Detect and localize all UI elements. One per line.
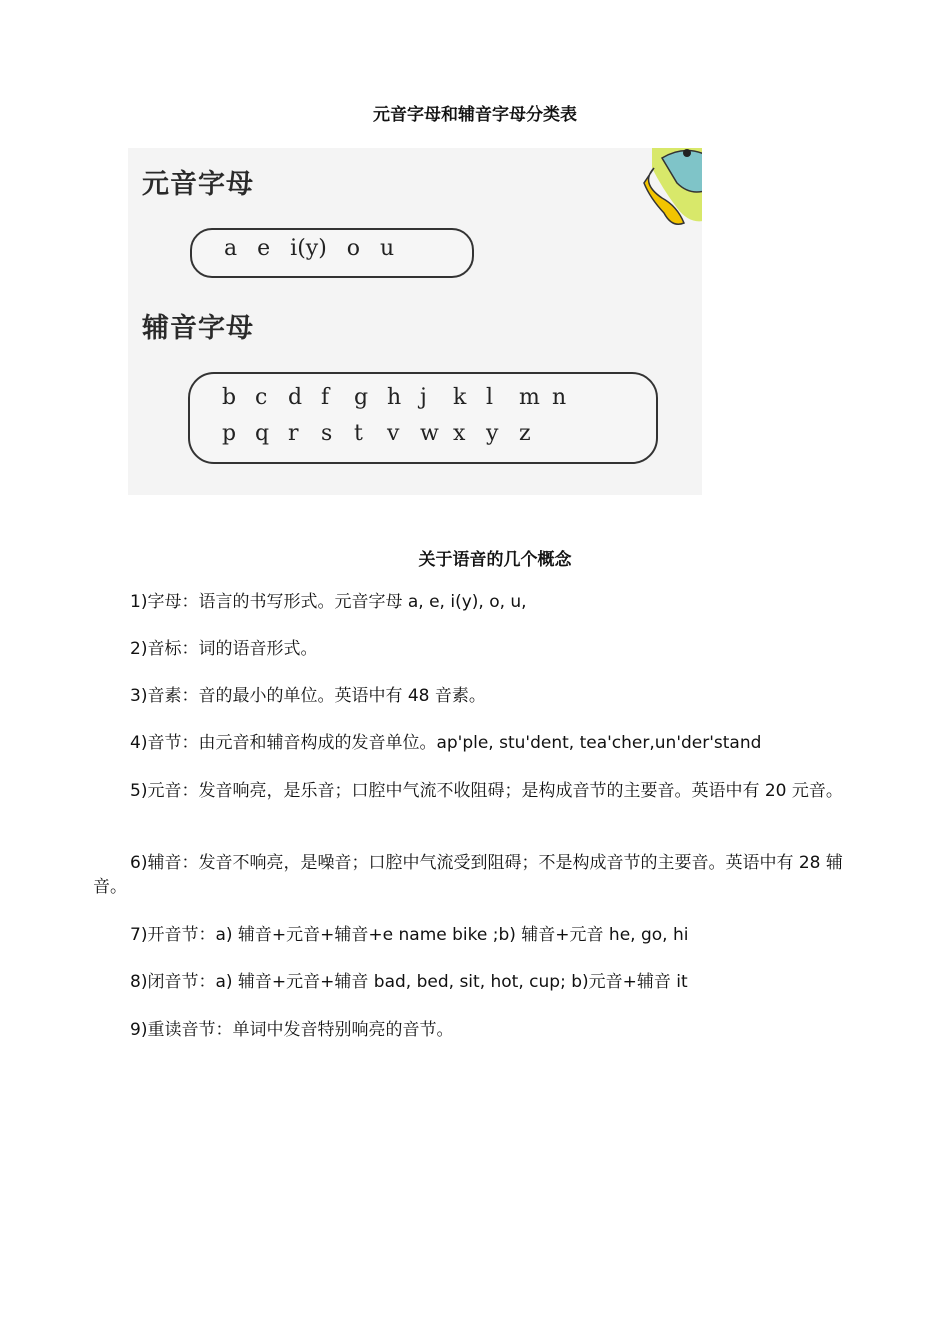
- letter: z: [519, 421, 531, 446]
- letter: f: [321, 385, 330, 410]
- letter: e: [257, 236, 271, 261]
- letter: b: [222, 385, 237, 410]
- letter: s: [321, 421, 333, 446]
- letter: l: [486, 385, 494, 410]
- concept-paragraph: 5)元音：发音响亮，是乐音；口腔中气流不收阻碍；是构成音节的主要音。英语中有 20 元音。: [130, 781, 843, 801]
- letter-chart-image: [128, 148, 702, 495]
- consonant-row-1: [222, 385, 585, 410]
- section-title: 关于语音的几个概念: [418, 550, 572, 570]
- letter: v: [387, 421, 400, 446]
- vowel-letters-heading: 元音字母: [142, 169, 254, 200]
- concept-paragraph: 8)闭音节：a) 辅音+元音+辅音 bad, bed, sit, hot, cup; b)元音+辅音 it: [130, 972, 688, 992]
- letter: i(y): [290, 236, 327, 261]
- vowel-letters: [224, 236, 414, 261]
- letter: k: [453, 385, 467, 410]
- concept-paragraph: 7)开音节：a) 辅音+元音+辅音+e name bike ;b) 辅音+元音 he, go, hi: [130, 925, 689, 945]
- document-title: 元音字母和辅音字母分类表: [373, 105, 577, 125]
- letter: a: [224, 236, 238, 261]
- concept-paragraph: 3)音素：音的最小的单位。英语中有 48 音素。: [130, 686, 486, 706]
- letter: r: [288, 421, 299, 446]
- consonant-letters-heading: 辅音字母: [142, 313, 254, 344]
- letter: j: [420, 385, 427, 410]
- concept-paragraph: 9)重读音节：单词中发音特别响亮的音节。: [130, 1020, 454, 1040]
- letter: y: [486, 421, 499, 446]
- concept-paragraph: 4)音节：由元音和辅音构成的发音单位。ap'ple, stu'dent, tea'cher,un'der'stand: [130, 733, 762, 753]
- concept-paragraph: 1)字母：语言的书写形式。元音字母 a, e, i(y), o, u,: [130, 592, 527, 612]
- cartoon-bird-illustration: [592, 148, 702, 238]
- consonant-row-2: [222, 421, 552, 446]
- letter: t: [354, 421, 363, 446]
- letter: u: [380, 236, 395, 261]
- letter: h: [387, 385, 402, 410]
- letter: d: [288, 385, 303, 410]
- letter: c: [255, 385, 268, 410]
- letter: o: [346, 236, 361, 261]
- letter: q: [255, 421, 270, 446]
- letter: p: [222, 421, 237, 446]
- letter: x: [453, 421, 466, 446]
- concept-paragraph: 6)辅音：发音不响亮，是噪音；口腔中气流受到阻碍；不是构成音节的主要音。英语中有 28 辅音。: [93, 853, 843, 897]
- letter: m: [519, 385, 540, 410]
- letter: w: [420, 421, 439, 446]
- concept-paragraph: 2)音标：词的语音形式。: [130, 639, 318, 659]
- letter: g: [354, 385, 369, 410]
- letter: n: [552, 385, 567, 410]
